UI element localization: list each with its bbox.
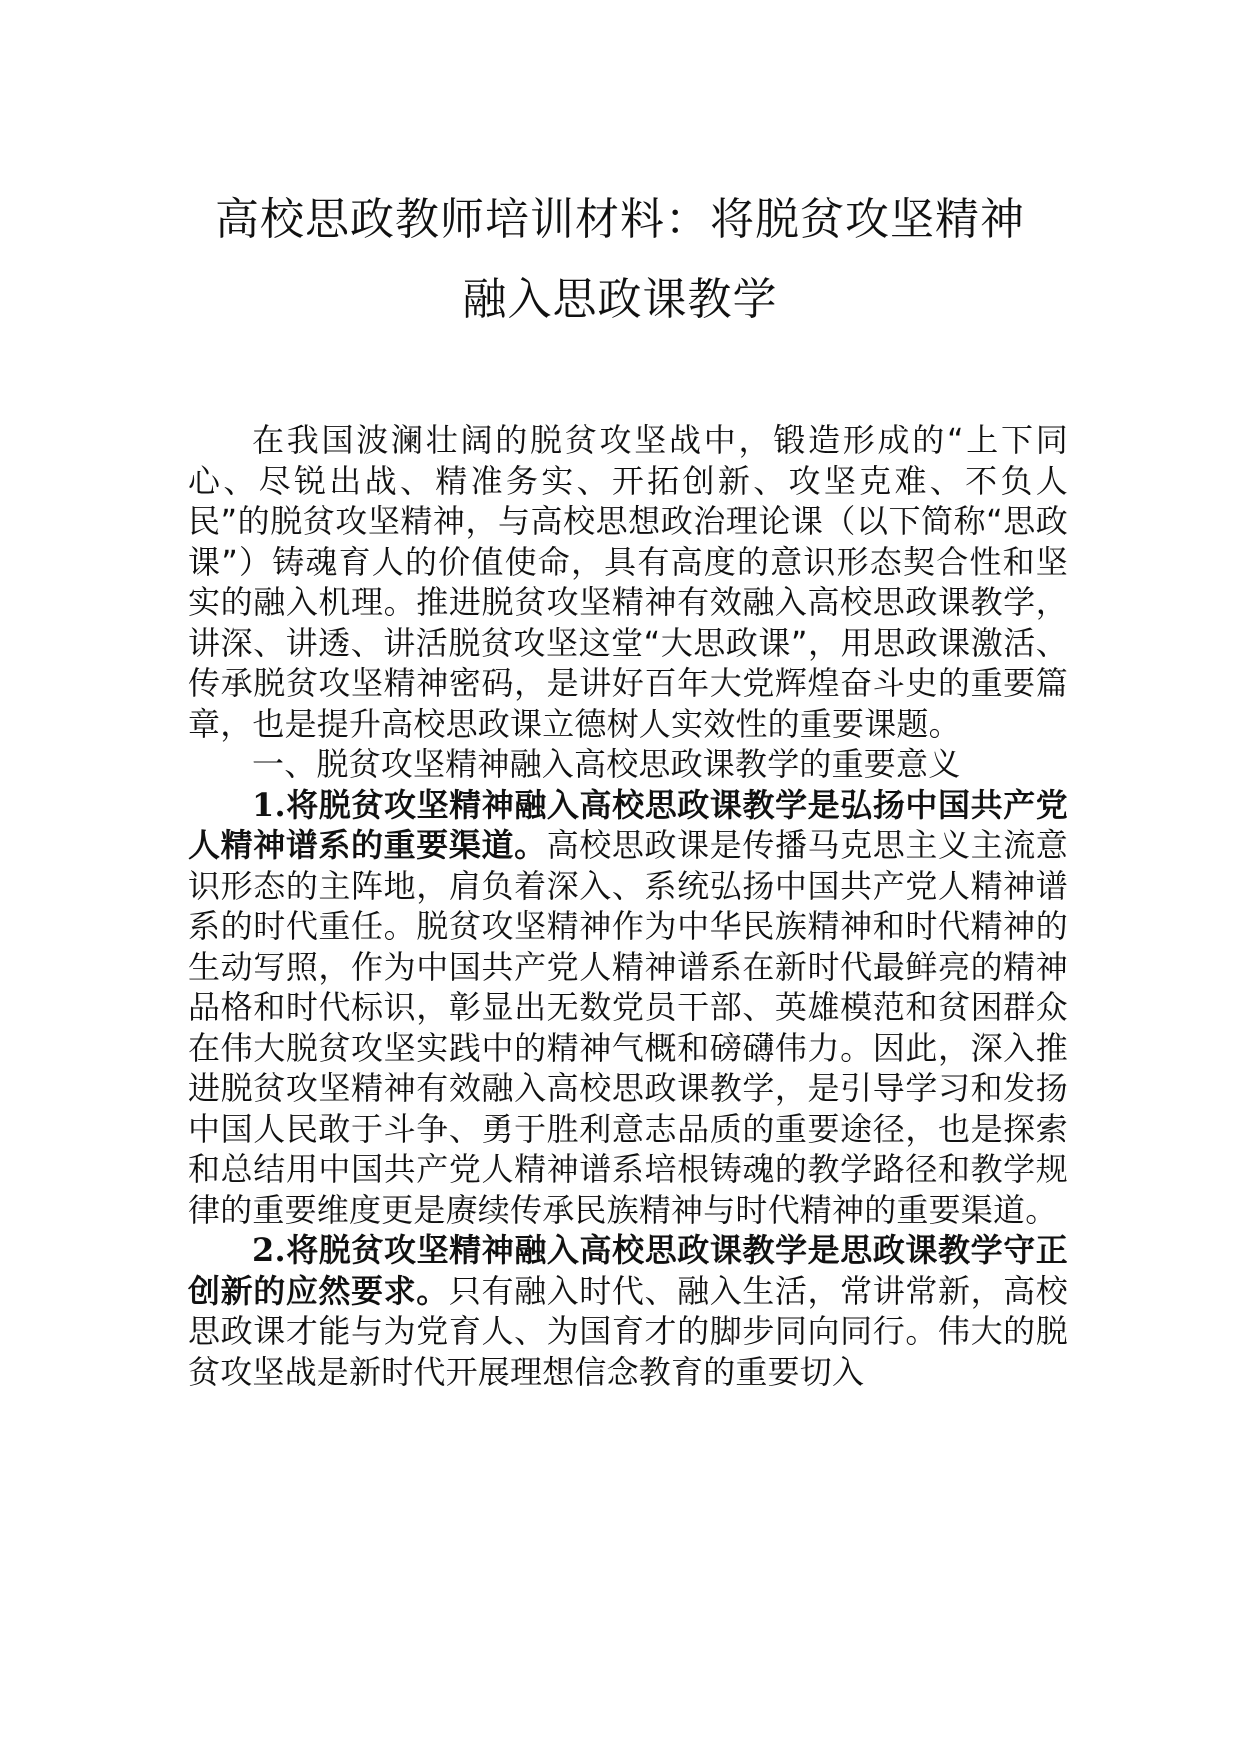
point-1-lead: 1.将脱贫攻坚精神融入高校思政课教学是弘扬中国共产党人精神谱系的重要渠道。: [188, 785, 1068, 864]
document-body: [188, 420, 1068, 1392]
document-title-line-2: 融入思政课教学: [462, 274, 778, 325]
point-1-body: 高校思政课是传播马克思主义主流意识形态的主阵地，肩负着深入、系统弘扬中国共产党人精神谱系的时代重任。脱贫攻坚精神作为中华民族精神和时代精神的生动写照，作为中国共产党人精神谱系在新时代最鲜亮的精神品格和时代标识，彰显出无数党员干部、英雄模范和贫困群众在伟大脱贫攻坚实践中的精神气概和磅礴伟力。因此，深入推进脱贫攻坚精神有效融入高校思政课教学，是引导学习和发扬中国人民敢于斗争、勇于胜利意志品质的重要途径，也是探索和总结用中国共产党人精神谱系培根铸魂的教学路径和教学规律的重要维度更是赓续传承民族精神与时代精神的重要渠道。: [188, 826, 1069, 1229]
point-2-body: 只有融入时代、融入生活，常讲常新，高校思政课才能与为党育人、为国育才的脚步同向同行。伟大的脱贫攻坚战是新时代开展理想信念教育的重要切入: [188, 1271, 1068, 1391]
section-heading-1: 一、脱贫攻坚精神融入高校思政课教学的重要意义: [252, 745, 961, 783]
point-2-lead: 2.将脱贫攻坚精神融入高校思政课教学是思政课教学守正创新的应然要求。: [188, 1231, 1068, 1310]
point-2-paragraph: [188, 1230, 1068, 1392]
document-title-line-1: 高校思政教师培训材料：将脱贫攻坚精神: [215, 194, 1025, 245]
point-1-paragraph: [188, 785, 1068, 1231]
intro-paragraph: 在我国波澜壮阔的脱贫攻坚战中，锻造形成的“上下同心、尽锐出战、精准务实、开拓创新、攻坚克难、不负人民”的脱贫攻坚精神，与高校思想政治理论课（以下简称“思政课”）铸魂育人的价值使命，具有高度的意识形态契合性和坚实的融入机理。推进脱贫攻坚精神有效融入高校思政课教学，讲深、讲透、讲活脱贫攻坚这堂“大思政课”，用思政课激活、传承脱贫攻坚精神密码，是讲好百年大党辉煌奋斗史的重要篇章，也是提升高校思政课立德树人实效性的重要课题。: [188, 421, 1068, 743]
